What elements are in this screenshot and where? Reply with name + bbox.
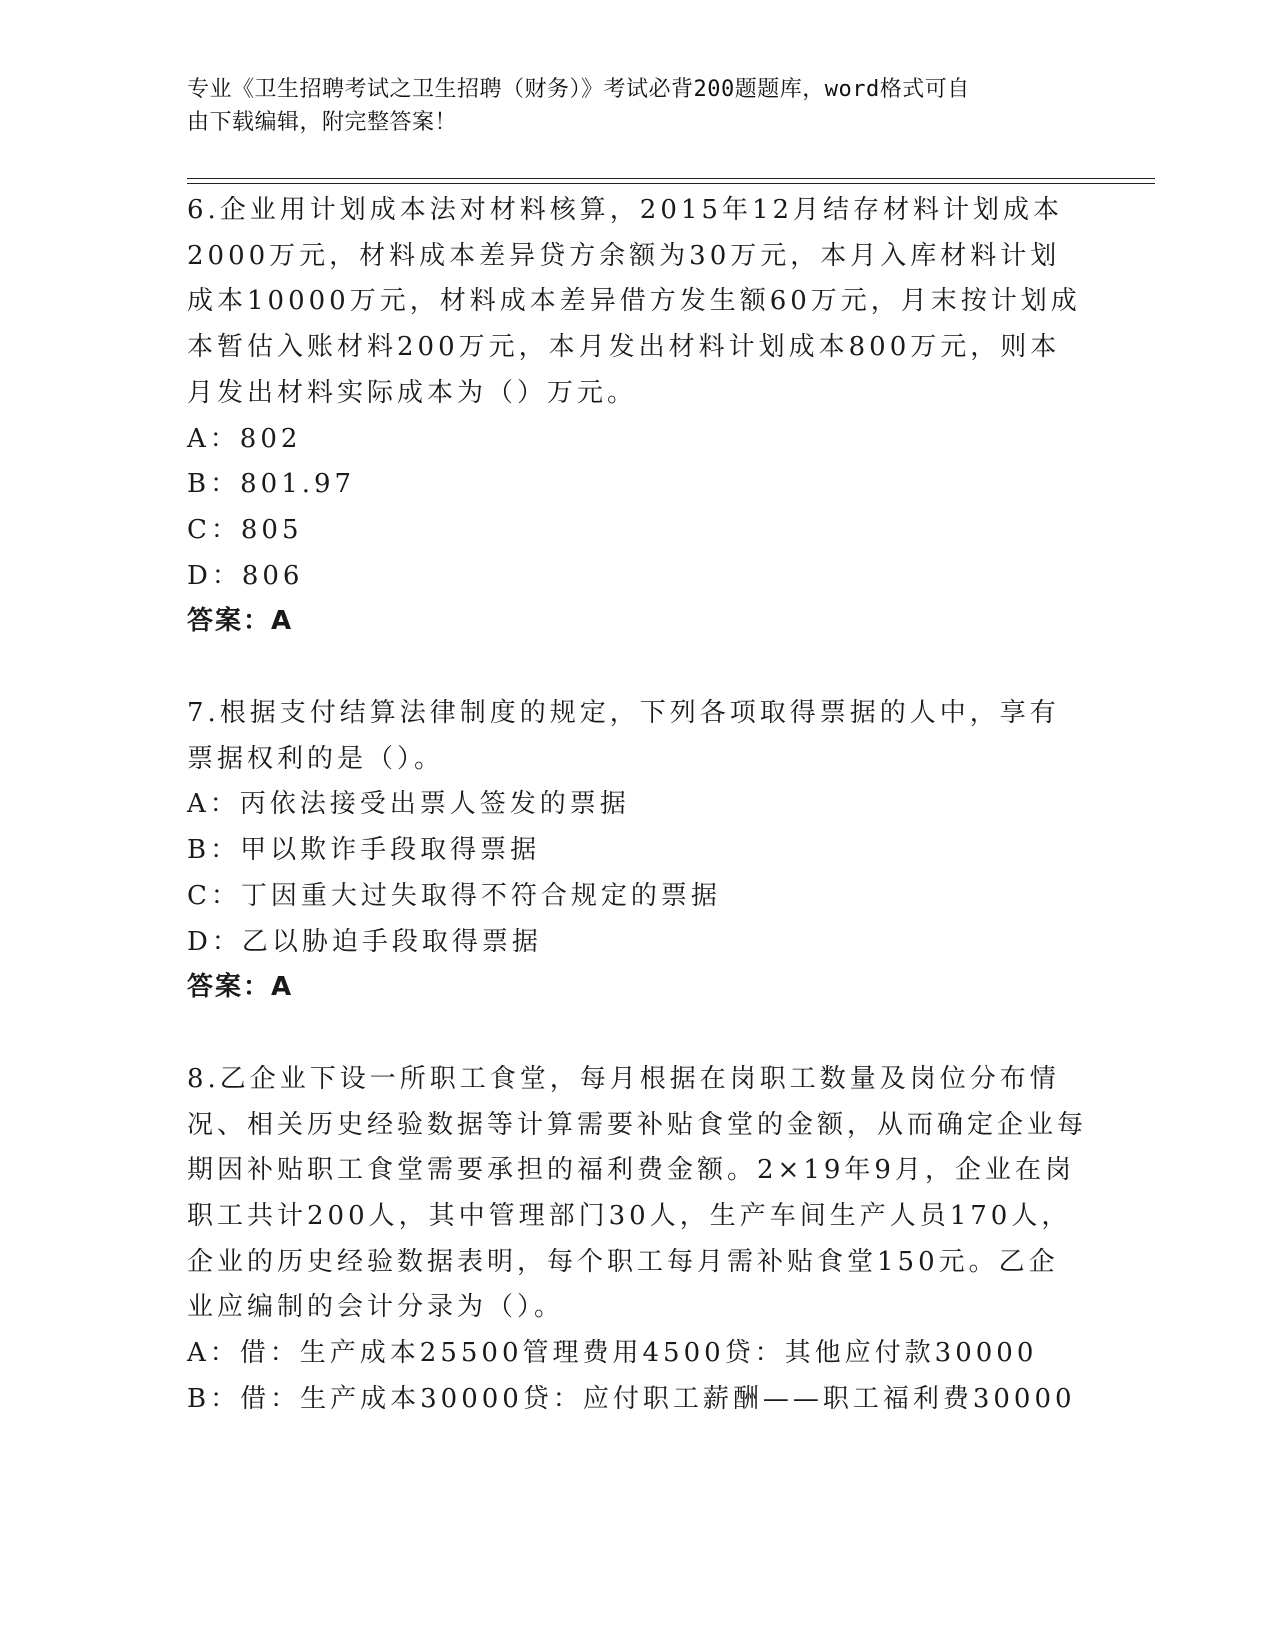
option-a: A：借：生产成本25500管理费用4500贷：其他应付款30000 bbox=[187, 1338, 1038, 1369]
question-8 bbox=[187, 1057, 1087, 1423]
question-text: 8.乙企业下设一所职工食堂，每月根据在岗职工数量及岗位分布情况、相关历史经验数据等计算需要补贴食堂的金额，从而确定企业每期因补贴职工食堂需要承担的福利费金额。2×19年9月，企业在岗职工共计200人，其中管理部门30人，生产车间生产人员170人，企业的历史经验数据表明，每个职工每月需补贴食堂150元。乙企业应编制的会计分录为（）。 bbox=[187, 1063, 1088, 1323]
question-text: 6.企业用计划成本法对材料核算，2015年12月结存材料计划成本2000万元，材料成本差异贷方余额为30万元，本月入库材料计划成本10000万元，材料成本差异借方发生额60万元，月末按计划成本暂估入账材料200万元，本月发出材料计划成本800万元，则本月发出材料实际成本为（）万元。 bbox=[187, 195, 1081, 408]
answer: 答案：A bbox=[187, 972, 294, 1003]
question-7 bbox=[187, 691, 1087, 1011]
question-6 bbox=[187, 188, 1087, 645]
header-line-1: 专业《卫生招聘考试之卫生招聘（财务）》考试必背200题题库，word格式可自 bbox=[187, 77, 970, 102]
option-a: A：802 bbox=[187, 423, 302, 454]
option-c: C：丁因重大过失取得不符合规定的票据 bbox=[187, 880, 721, 911]
option-b: B：甲以欺诈手段取得票据 bbox=[187, 835, 541, 866]
option-d: D：乙以胁迫手段取得票据 bbox=[187, 926, 542, 957]
option-b: B：801.97 bbox=[187, 469, 356, 500]
answer: 答案：A bbox=[187, 606, 294, 637]
header-rule-top bbox=[187, 178, 1155, 179]
option-c: C：805 bbox=[187, 514, 303, 545]
option-b: B：借：生产成本30000贷：应付职工薪酬——职工福利费30000 bbox=[187, 1383, 1076, 1414]
header-rule-bottom bbox=[187, 183, 1155, 184]
document-header bbox=[187, 73, 1087, 139]
question-list bbox=[187, 188, 1087, 1469]
header-line-2: 由下载编辑，附完整答案！ bbox=[187, 110, 458, 135]
option-a: A：丙依法接受出票人签发的票据 bbox=[187, 789, 630, 820]
option-d: D：806 bbox=[187, 560, 304, 591]
question-text: 7.根据支付结算法律制度的规定，下列各项取得票据的人中，享有票据权利的是（）。 bbox=[187, 698, 1060, 774]
